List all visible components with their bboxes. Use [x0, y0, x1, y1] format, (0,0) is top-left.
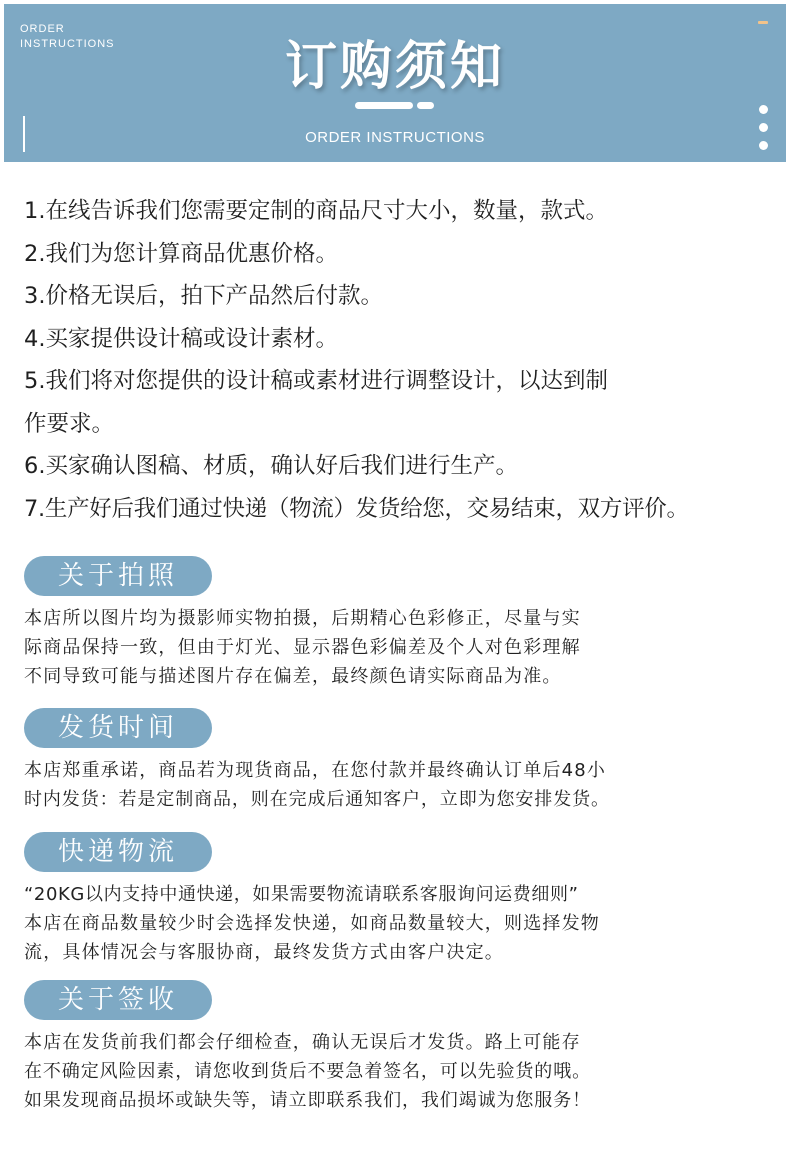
section-line: “20KG以内支持中通快递，如果需要物流请联系客服询问运费细则”	[24, 884, 579, 905]
section-logistics	[24, 832, 600, 967]
section-body-shipping-time	[24, 756, 610, 814]
step-3: 3.价格无误后，拍下产品然后付款。	[24, 283, 383, 309]
section-line: 如果发现商品损坏或缺失等，请立即联系我们，我们竭诚为您服务！	[24, 1090, 591, 1111]
decor-dot-1	[759, 105, 768, 114]
header-banner	[4, 4, 786, 162]
section-body-photos	[24, 604, 581, 691]
section-title-photos: 关于拍照	[24, 556, 212, 596]
section-line: 本店在发货前我们都会仔细检查，确认无误后才发货。路上可能存	[24, 1032, 581, 1053]
section-body-signing	[24, 1028, 591, 1115]
section-title-signing: 关于签收	[24, 980, 212, 1020]
section-body-logistics	[24, 880, 600, 967]
section-line: 本店在商品数量较少时会选择发快递，如商品数量较大，则选择发物	[24, 913, 600, 934]
accent-dash	[758, 21, 768, 24]
step-5: 5.我们将对您提供的设计稿或素材进行调整设计，以达到制	[24, 368, 608, 394]
order-steps	[24, 190, 689, 530]
section-photos	[24, 556, 581, 691]
header-english-line-1: ORDER	[20, 23, 65, 35]
section-title-shipping-time: 发货时间	[24, 708, 212, 748]
decor-dot-2	[759, 123, 768, 132]
section-line: 在不确定风险因素，请您收到货后不要急着签名，可以先验货的哦。	[24, 1061, 591, 1082]
section-line: 本店郑重承诺，商品若为现货商品，在您付款并最终确认订单后48小	[24, 760, 607, 781]
step-4: 4.买家提供设计稿或设计素材。	[24, 325, 338, 352]
section-title-logistics: 快递物流	[24, 832, 212, 872]
title-underline-short	[417, 102, 434, 109]
decor-dot-3	[759, 141, 768, 150]
section-line: 流，具体情况会与客服协商，最终发货方式由客户决定。	[24, 942, 504, 963]
step-1: 1.在线告诉我们您需要定制的商品尺寸大小，数量，款式。	[24, 198, 608, 224]
section-line: 本店所以图片均为摄影师实物拍摄，后期精心色彩修正，尽量与实	[24, 608, 581, 629]
page-subtitle: ORDER INSTRUCTIONS	[305, 129, 485, 146]
title-underline-long	[355, 102, 413, 109]
section-line: 时内发货：若是定制商品，则在完成后通知客户，立即为您安排发货。	[24, 789, 610, 810]
step-6: 6.买家确认图稿、材质，确认好后我们进行生产。	[24, 453, 518, 479]
step-5-continued: 作要求。	[24, 410, 115, 437]
section-signing	[24, 980, 591, 1115]
section-line: 际商品保持一致，但由于灯光、显示器色彩偏差及个人对色彩理解	[24, 637, 581, 658]
step-7: 7.生产好后我们通过快递（物流）发货给您，交易结束，双方评价。	[24, 495, 689, 522]
page-title: 订购须知	[284, 37, 505, 97]
step-2: 2.我们为您计算商品优惠价格。	[24, 240, 338, 267]
header-english-line-2: INSTRUCTIONS	[20, 38, 115, 50]
section-shipping-time	[24, 708, 610, 814]
section-line: 不同导致可能与描述图片存在偏差，最终颜色请实际商品为准。	[24, 666, 562, 687]
